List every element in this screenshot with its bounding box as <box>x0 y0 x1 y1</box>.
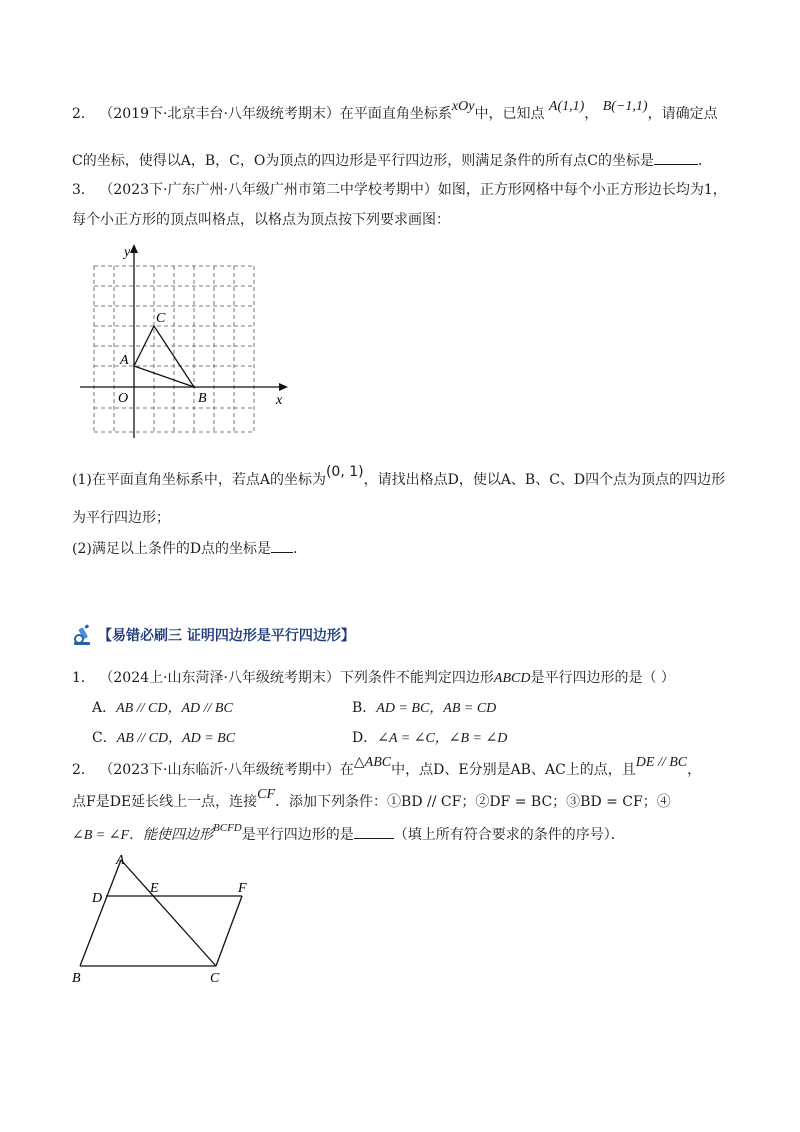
section-title: 【易错必刷三 证明四边形是平行四边形】 <box>98 628 355 644</box>
q2-answer-blank[interactable] <box>654 150 698 165</box>
segment-ab <box>80 860 121 966</box>
s-q2-line1 <box>72 755 702 781</box>
q3-part2-text: (2)满足以上条件的D点的坐标是 <box>72 541 272 557</box>
s-q2-text1: 在 <box>339 762 354 778</box>
s-q2-line3 <box>72 824 625 846</box>
s-q1-source: （2024上·山东菏泽·八年级统考期末） <box>99 670 340 686</box>
q2-number: 2． <box>72 106 95 122</box>
y-axis-label: y <box>124 245 131 260</box>
s-q2-line2 <box>72 787 671 813</box>
s-q2-line2b: ．添加下列条件：①BD // CF；②DF = BC；③BD = CF；④ <box>275 794 671 810</box>
s-q1-abcd: ABCD <box>493 671 531 686</box>
q3-part2-line <box>72 538 307 559</box>
segment-ac <box>121 860 216 966</box>
q2-line1 <box>72 99 718 125</box>
microscope-icon <box>72 624 94 646</box>
q3-text1: 如图，正方形网格中每个小正方形边长均为1， <box>437 182 727 198</box>
s-q2-line3c: （填上所有符合要求的条件的序号）． <box>393 827 625 843</box>
q3-part1-a: (1)在平面直角坐标系中，若点A的坐标为 <box>72 472 326 488</box>
x-axis-label: x <box>276 393 283 408</box>
s-q2-line2a: 点F是DE延长线上一点，连接 <box>72 794 258 810</box>
fig-label-a: A <box>116 853 125 868</box>
q3-source: （2023下·广东广州·八年级广州市第二中学校考期中） <box>99 182 438 198</box>
q3-dashed-grid <box>94 266 254 432</box>
option-b-label: B． <box>352 700 377 716</box>
s-q2-line3a: ∠B = ∠F．能使四边形 <box>72 828 214 843</box>
q2-comma: ， <box>584 106 599 122</box>
q3-part2-end: ． <box>293 541 308 557</box>
option-c[interactable] <box>92 728 235 749</box>
fig-label-e: E <box>150 881 159 896</box>
q3-grid-figure <box>80 242 300 442</box>
y-axis-arrow-icon <box>130 244 138 253</box>
option-a[interactable] <box>92 698 233 719</box>
q3-part1-c: 为平行四边形； <box>72 510 170 526</box>
q3-part1-line2 <box>72 508 170 528</box>
q3-part1-line1 <box>72 464 726 490</box>
q3-number: 3． <box>72 182 95 198</box>
fig-label-b: B <box>72 971 81 986</box>
s-q2-de-bc: DE // BC <box>635 755 688 770</box>
s-q1-number: 1． <box>72 670 95 686</box>
point-b-label: B <box>198 391 207 406</box>
q2-text3: ，请确定点 <box>647 106 718 122</box>
option-b[interactable] <box>352 698 496 719</box>
s-q2-text2: 中，点D、E分别是AB、AC上的点，且 <box>391 762 636 778</box>
q2-line2-text: C的坐标，使得以A，B，C，O为顶点的四边形是平行四边形，则满足条件的所有点C的坐标是 <box>72 153 655 169</box>
q2-point-a: A(1,1) <box>548 99 585 114</box>
option-c-label: C． <box>92 730 117 746</box>
s-q2-line3b: 是平行四边形的是 <box>241 827 354 843</box>
fig-label-d: D <box>92 891 103 906</box>
option-c-text: AB // CD，AD = BC <box>116 731 236 746</box>
origin-label: O <box>118 391 129 406</box>
option-a-text: AB // CD，AD // BC <box>116 701 233 716</box>
q2-xoy: xOy <box>451 99 475 114</box>
s-q1-text1: 下列条件不能判定四边形 <box>339 670 494 686</box>
q2-text1: 在平面直角坐标系 <box>339 106 452 122</box>
point-a-label: A <box>120 353 129 368</box>
s-q2-number: 2． <box>72 762 95 778</box>
s-q2-cf: CF <box>257 787 276 802</box>
option-a-label: A． <box>92 700 117 716</box>
fig-label-f: F <box>238 881 247 896</box>
option-b-text: AD = BC，AB = CD <box>376 701 497 716</box>
point-c-label: C <box>156 311 166 326</box>
s-q2-bcfd: BCFD <box>213 822 242 834</box>
x-axis-arrow-icon <box>279 383 288 391</box>
triangle-abc <box>134 326 194 387</box>
q2-line2 <box>72 150 712 171</box>
q2-point-b: B(−1,1) <box>602 99 648 114</box>
section-header <box>72 624 355 646</box>
q3-line2-text: 每个小正方形的顶点叫格点，以格点为顶点按下列要求画图： <box>72 212 450 228</box>
q2-end: ． <box>698 153 713 169</box>
option-d-text: ∠A = ∠C，∠B = ∠D <box>377 731 508 746</box>
q3-answer-blank[interactable] <box>271 538 293 553</box>
option-d[interactable] <box>352 728 507 749</box>
s-q1-line <box>72 668 675 689</box>
segment-cf <box>216 896 242 966</box>
q2-source: （2019下·北京丰台·八年级统考期末） <box>99 106 340 122</box>
s-q2-text3: ， <box>687 762 702 778</box>
s-q1-text2: 是平行四边形的是（ ） <box>530 670 675 686</box>
q3-line1 <box>72 180 727 200</box>
q3-line2 <box>72 210 450 230</box>
s-q2-answer-blank[interactable] <box>354 824 394 839</box>
fig-label-c: C <box>210 971 220 986</box>
q2-text2: 中，已知点 <box>474 106 545 122</box>
option-d-label: D． <box>352 730 378 746</box>
q3-part1-b: ，请找出格点D，使以A、B、C、D四个点为顶点的四边形 <box>363 472 726 488</box>
q3-part1-coord: (0, 1) <box>325 464 364 480</box>
s-q2-triangle: △ABC <box>353 755 392 770</box>
s-q2-source: （2023下·山东临沂·八年级统考期中） <box>99 762 340 778</box>
s-q2-figure <box>66 848 266 988</box>
